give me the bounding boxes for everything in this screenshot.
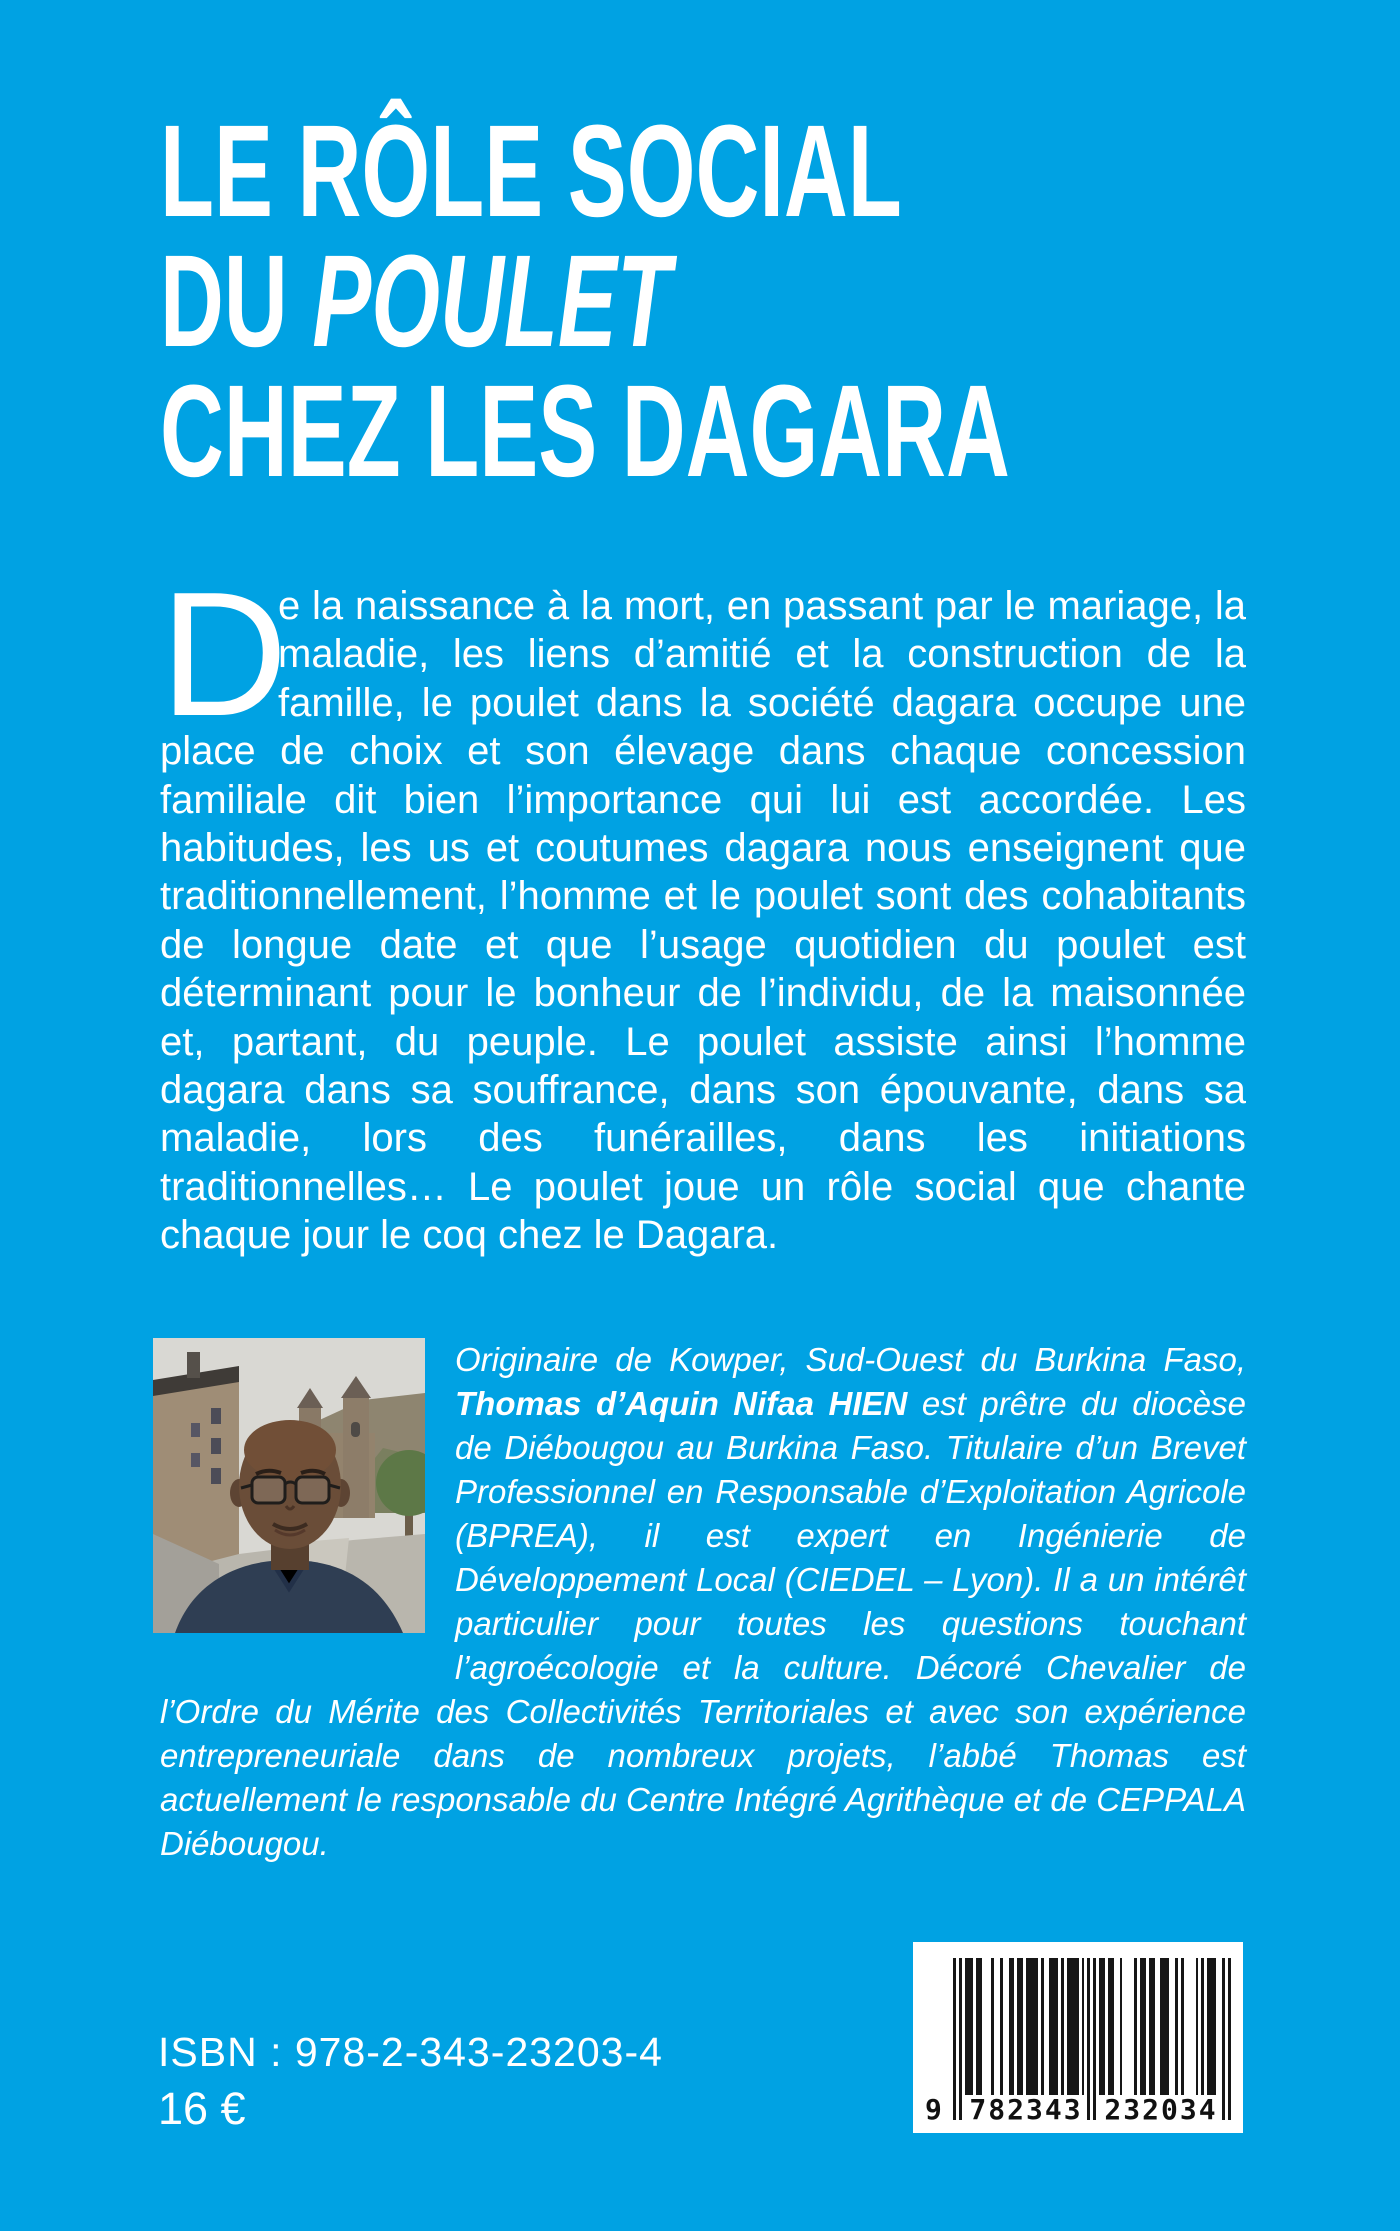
synopsis-paragraph bbox=[160, 555, 1246, 1260]
author-photo-illustration bbox=[153, 1338, 425, 1633]
barcode-digit-lead: 9 bbox=[925, 2093, 942, 2126]
barcode-digits-left: 782343 bbox=[969, 2093, 1083, 2126]
author-name: Thomas d’Aquin Nifaa HIEN bbox=[455, 1385, 908, 1422]
title-emphasis-poulet: POULET bbox=[312, 227, 671, 374]
barcode bbox=[913, 1942, 1243, 2133]
author-bio-section bbox=[160, 1338, 1246, 1866]
isbn-text: ISBN : 978-2-343-23203-4 bbox=[158, 2029, 663, 2075]
drop-cap: D bbox=[160, 555, 288, 753]
author-photo bbox=[153, 1338, 425, 1633]
title-line-1: LE RÔLE SOCIAL bbox=[160, 97, 902, 244]
book-title bbox=[160, 97, 1400, 504]
title-line-2-prefix: DU bbox=[160, 227, 313, 374]
barcode-digits-right: 232034 bbox=[1104, 2093, 1218, 2126]
price-text: 16 € bbox=[158, 2083, 246, 2134]
synopsis-text: e la naissance à la mort, en passant par le mariage, la maladie, les liens d’amitié et la construction de la famille, le poulet dans la société dagara occupe une place de choix et son élevage dans chaque concession familiale dit bien l’importance qui lui est accordée. Les habitudes, les us et coutumes dagara nous enseignent que traditionnellement, l’homme et le poulet sont des cohabitants de longue date et que l’usage quotidien du poulet est déterminant pour le bonheur de l’individu, de la maisonnée et, partant, du peuple. Le poulet assiste ainsi l’homme dagara dans sa souffrance, dans son épouvante, dans sa maladie, lors des funérailles, dans les initiations traditionnelles… Le poulet joue un rôle social que chante chaque jour le coq chez le Dagara. bbox=[160, 584, 1246, 1258]
bio-part-2: est prêtre du diocèse de Diébougou au Burkina Faso. Titulaire d’un Brevet Professionnel en Responsable d’Exploitation Agricole (BPREA), il est expert en Ingénierie de Développement Local (CIEDEL – Lyon). Il a un intérêt particulier pour toutes les questions touchant l’agroécologie et la culture. Décoré Chevalier de l’Ordre du Mérite des Collectivités Territoriales et avec son expérience entrepreneuriale dans de nombreux projets, l’abbé Thomas est actuellement le responsable du Centre Intégré Agrithèque et de CEPPALA Diébougou. bbox=[160, 1385, 1247, 1862]
title-line-2 bbox=[160, 227, 1010, 374]
title-line-3: CHEZ LES DAGARA bbox=[160, 357, 1010, 504]
bio-part-1: Originaire de Kowper, Sud-Ouest du Burkina Faso, bbox=[455, 1341, 1246, 1378]
